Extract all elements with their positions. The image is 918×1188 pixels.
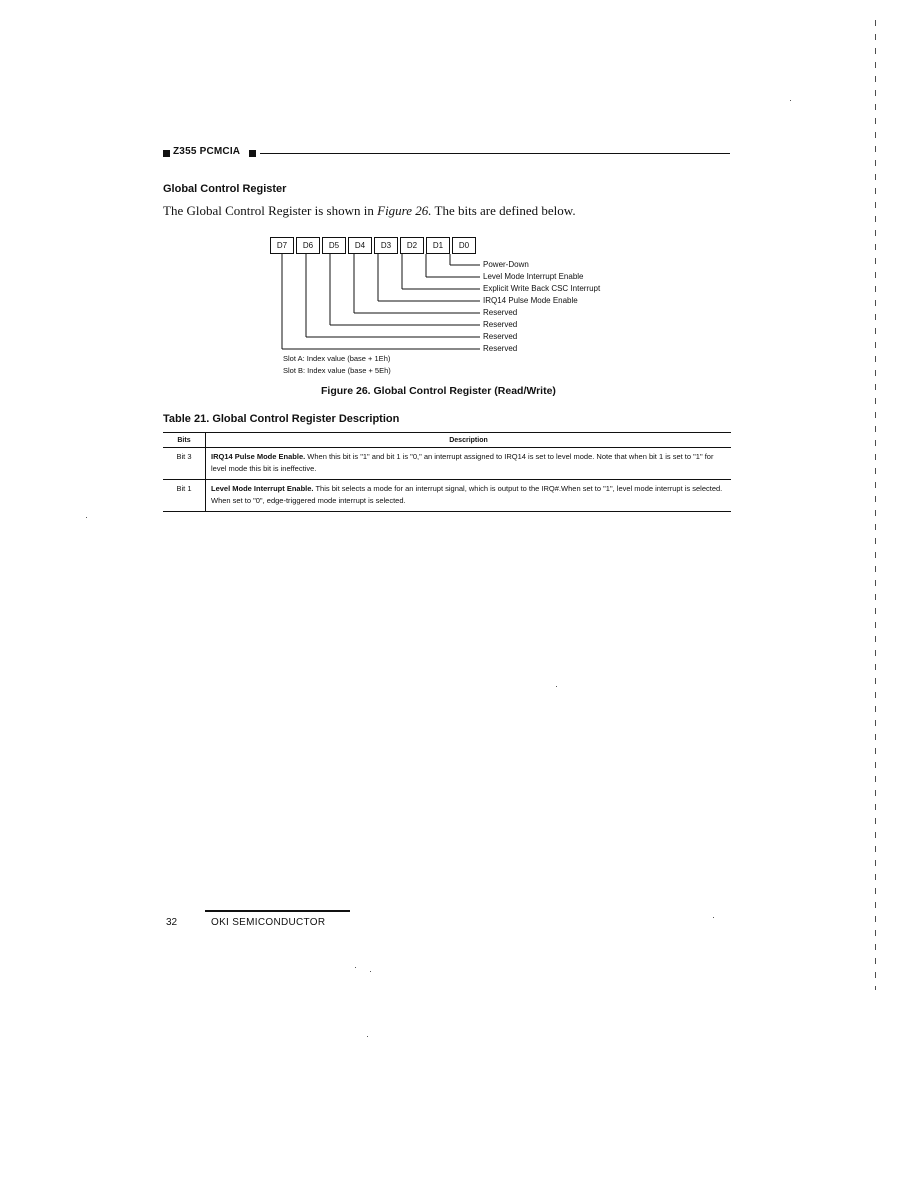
bit-box-d3: D3	[374, 237, 398, 254]
scan-speck	[713, 917, 714, 918]
scan-speck	[370, 971, 371, 972]
section-heading: Global Control Register	[163, 183, 287, 195]
bit-description-label: Level Mode Interrupt Enable	[483, 272, 584, 281]
scan-speck	[367, 1036, 368, 1037]
bits-column-header: Bits	[163, 433, 206, 448]
bit-box-d7: D7	[270, 237, 294, 254]
scan-speck	[556, 686, 557, 687]
scan-speck	[355, 967, 356, 968]
table-caption: Table 21. Global Control Register Description	[163, 413, 400, 425]
description-column-header: Description	[206, 433, 732, 448]
footer-company: OKI SEMICONDUCTOR	[211, 917, 326, 928]
description-table	[163, 432, 731, 512]
scan-speck	[790, 100, 791, 101]
slot-b-label: Slot B: Index value (base + 5Eh)	[283, 366, 391, 375]
description-cell	[206, 480, 732, 512]
figure-reference: Figure 26.	[377, 203, 432, 218]
intro-text-end: The bits are defined below.	[431, 203, 576, 218]
bit-box-d1: D1	[426, 237, 450, 254]
description-text: This bit selects a mode for an interrupt signal, which is output to the IRQ#.When set to "1", level mode interrupt is selected. When set to "0", edge-triggered mode interrupt is selected.	[211, 484, 723, 505]
table-header-row	[163, 433, 731, 448]
bit-box-d0: D0	[452, 237, 476, 254]
bit-cell: Bit 1	[163, 480, 206, 512]
slot-a-label: Slot A: Index value (base + 1Eh)	[283, 354, 391, 363]
table-row	[163, 480, 731, 512]
description-text: When this bit is "1" and bit 1 is "0," an interrupt assigned to IRQ14 is set to level mode. Note that when bit 1 is set to "1" for level mode this bit is ineffective.	[211, 452, 714, 473]
bit-box-d4: D4	[348, 237, 372, 254]
bit-box-d2: D2	[400, 237, 424, 254]
footer-rule	[205, 910, 350, 912]
running-header: Z355 PCMCIA	[173, 146, 241, 157]
bit-box-d5: D5	[322, 237, 346, 254]
bit-description-label: IRQ14 Pulse Mode Enable	[483, 296, 578, 305]
page-number: 32	[166, 917, 178, 928]
term-label: Level Mode Interrupt Enable.	[211, 484, 314, 493]
bit-cell: Bit 3	[163, 448, 206, 480]
bit-description-label: Reserved	[483, 320, 518, 329]
bit-description-label: Power-Down	[483, 260, 529, 269]
table-row	[163, 448, 731, 480]
bit-description-label: Reserved	[483, 344, 518, 353]
bit-description-label: Explicit Write Back CSC Interrupt	[483, 284, 601, 293]
figure-caption: Figure 26. Global Control Register (Read/Write)	[321, 385, 556, 397]
intro-text: The Global Control Register is shown in	[163, 203, 378, 218]
scan-speck	[86, 517, 87, 518]
bit-box-d6: D6	[296, 237, 320, 254]
term-label: IRQ14 Pulse Mode Enable.	[211, 452, 306, 461]
description-cell	[206, 448, 732, 480]
bit-description-label: Reserved	[483, 332, 518, 341]
bit-description-label: Reserved	[483, 308, 518, 317]
